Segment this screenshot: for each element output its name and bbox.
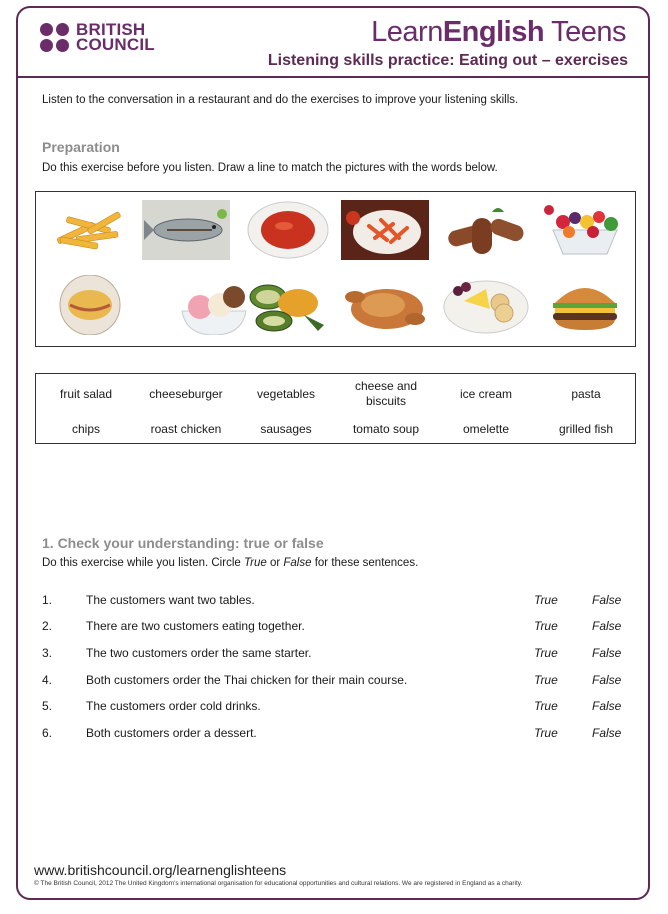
question-text: The two customers order the same starter. — [86, 646, 312, 660]
question-number: 6. — [42, 726, 53, 740]
true-option[interactable]: True — [534, 593, 558, 607]
question-text: Both customers order a dessert. — [86, 726, 257, 740]
pasta-image — [341, 200, 429, 260]
word-sausages: sausages — [260, 422, 312, 436]
grilled-fish-image — [142, 200, 230, 260]
footer-url[interactable]: www.britishcouncil.org/learnenglishteens — [34, 862, 287, 878]
chips-image — [46, 200, 134, 260]
word-pasta: pasta — [571, 387, 601, 401]
question-text: There are two customers eating together. — [86, 619, 305, 633]
word-cheese-and-biscuits — [336, 379, 436, 409]
true-option[interactable]: True — [534, 673, 558, 687]
true-option[interactable]: True — [534, 726, 558, 740]
tomato-soup-image — [244, 200, 332, 260]
word-omelette: omelette — [462, 422, 510, 436]
question-number: 4. — [42, 673, 53, 687]
question-text: The customers order cold drinks. — [86, 699, 261, 713]
pictures-box — [35, 191, 636, 347]
learnenglish-teens-logo — [371, 16, 626, 49]
true-option[interactable]: True — [534, 619, 558, 633]
question-text: Both customers order the Thai chicken for their main course. — [86, 673, 408, 687]
word-biscuits-line2: biscuits — [365, 394, 406, 408]
brand-line-2: COUNCIL — [76, 35, 155, 54]
word-chips: chips — [71, 422, 100, 436]
logo-teens: Teens — [544, 16, 626, 48]
word-cheeseburger: cheeseburger — [149, 387, 223, 401]
words-box — [35, 373, 636, 444]
preparation-instruction: Do this exercise before you listen. Draw a line to match the pictures with the words below. — [42, 162, 498, 174]
false-option[interactable]: False — [592, 699, 622, 713]
question-number: 3. — [42, 646, 53, 660]
exercise1-instruction: Do this exercise while you listen. Circle True or False for these sentences. — [42, 557, 419, 569]
header-divider — [17, 76, 649, 78]
true-option[interactable]: True — [534, 646, 558, 660]
british-council-logo — [40, 22, 155, 52]
british-council-dots-icon — [40, 23, 69, 52]
word-fruit-salad: fruit salad — [59, 387, 113, 401]
question-text: The customers want two tables. — [86, 593, 255, 607]
question-number: 5. — [42, 699, 53, 713]
false-option[interactable]: False — [592, 593, 622, 607]
brand-line-1: BRITISH — [76, 20, 146, 39]
word-vegetables: vegetables — [256, 387, 316, 401]
word-roast-chicken: roast chicken — [150, 422, 222, 436]
false-option[interactable]: False — [592, 646, 622, 660]
logo-learn: Learn — [371, 16, 443, 48]
fruit-salad-image — [541, 200, 629, 260]
false-option[interactable]: False — [592, 726, 622, 740]
page-subtitle: Listening skills practice: Eating out – exercises — [267, 52, 628, 69]
exercise1-title: 1. Check your understanding: true or false — [42, 535, 324, 551]
preparation-title: Preparation — [42, 139, 120, 155]
word-ice-cream: ice cream — [459, 387, 512, 401]
word-tomato-soup: tomato soup — [352, 422, 420, 436]
vegetables-image — [244, 275, 332, 335]
logo-english: English — [442, 16, 545, 48]
true-option[interactable]: True — [534, 699, 558, 713]
roast-chicken-image — [341, 275, 429, 335]
intro-text: Listen to the conversation in a restaurant and do the exercises to improve your listening skills. — [42, 94, 519, 106]
sausages-image — [442, 200, 530, 260]
cheese-and-biscuits-image — [442, 275, 530, 335]
false-option[interactable]: False — [592, 619, 622, 633]
omelette-image — [46, 275, 134, 335]
copyright-notice: © The British Council, 2012 The United Kingdom’s international organisation for educational opportunities and cultural relations. We are registered in England as a charity. — [34, 880, 523, 887]
word-cheese-and-line1: cheese and — [354, 379, 418, 393]
question-number: 1. — [42, 593, 53, 607]
cheeseburger-image — [541, 275, 629, 335]
question-number: 2. — [42, 619, 53, 633]
word-grilled-fish: grilled fish — [558, 422, 614, 436]
false-option[interactable]: False — [592, 673, 622, 687]
